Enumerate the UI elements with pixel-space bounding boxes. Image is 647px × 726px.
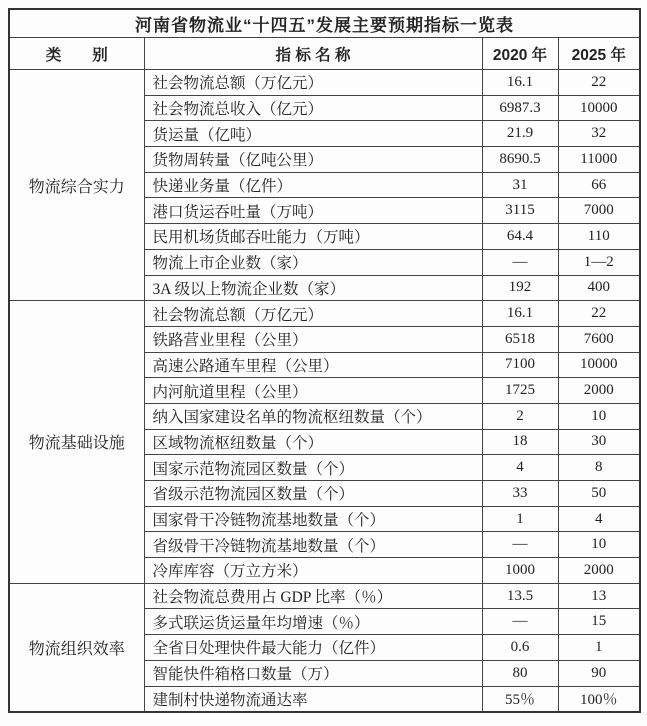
value-2025-cell: 50 [558,481,640,507]
indicator-cell: 省级示范物流园区数量（个） [144,481,482,507]
value-2020-cell: 0.6 [482,635,558,661]
value-2020-cell: — [482,532,558,558]
indicator-cell: 港口货运吞吐量（万吨） [144,198,482,224]
value-2025-cell: 4 [558,506,640,532]
value-2025-cell: 66 [558,172,640,198]
value-2020-cell: 16.1 [482,301,558,327]
value-2025-cell: 100％ [558,686,640,712]
value-2020-cell: 7100 [482,352,558,378]
indicators-table [8,8,641,713]
indicator-cell: 铁路营业里程（公里） [144,326,482,352]
value-2020-cell: 64.4 [482,224,558,250]
value-2025-cell: 110 [558,224,640,250]
value-2020-cell: 1725 [482,378,558,404]
value-2025-cell: 15 [558,609,640,635]
value-2025-cell: 13 [558,583,640,609]
value-2020-cell: 1000 [482,558,558,584]
value-2025-cell: 7000 [558,198,640,224]
value-2025-cell: 22 [558,70,640,96]
value-2020-cell: 80 [482,660,558,686]
category-cell: 物流基础设施 [9,301,144,584]
indicator-cell: 国家示范物流园区数量（个） [144,455,482,481]
value-2020-cell: 6987.3 [482,95,558,121]
value-2020-cell: 3115 [482,198,558,224]
value-2025-cell: 32 [558,121,640,147]
indicator-cell: 社会物流总额（万亿元） [144,70,482,96]
value-2025-cell: 10 [558,403,640,429]
value-2020-cell: 21.9 [482,121,558,147]
value-2025-cell: 10000 [558,352,640,378]
table-title: 河南省物流业“十四五”发展主要预期指标一览表 [9,9,640,38]
value-2025-cell: 90 [558,660,640,686]
indicator-cell: 纳入国家建设名单的物流枢纽数量（个） [144,403,482,429]
indicator-cell: 民用机场货邮吞吐能力（万吨） [144,224,482,250]
indicator-cell: 区域物流枢纽数量（个） [144,429,482,455]
indicator-cell: 物流上市企业数（家） [144,249,482,275]
indicator-cell: 国家骨干冷链物流基地数量（个） [144,506,482,532]
value-2025-cell: 30 [558,429,640,455]
value-2025-cell: 7600 [558,326,640,352]
category-cell: 物流组织效率 [9,583,144,711]
value-2025-cell: 10 [558,532,640,558]
indicator-cell: 货运量（亿吨） [144,121,482,147]
header-row [9,38,640,70]
indicator-cell: 建制村快递物流通达率 [144,686,482,712]
value-2020-cell: 31 [482,172,558,198]
value-2025-cell: 2000 [558,378,640,404]
value-2020-cell: 2 [482,403,558,429]
header-year-2025: 2025 年 [558,38,640,70]
table-row [9,301,640,327]
value-2020-cell: 55％ [482,686,558,712]
indicator-cell: 3A 级以上物流企业数（家） [144,275,482,301]
header-year-2020: 2020 年 [482,38,558,70]
value-2020-cell: — [482,609,558,635]
value-2020-cell: 16.1 [482,70,558,96]
value-2025-cell: 10000 [558,95,640,121]
value-2025-cell: 1—2 [558,249,640,275]
value-2020-cell: 18 [482,429,558,455]
value-2025-cell: 8 [558,455,640,481]
title-row [9,9,640,38]
value-2020-cell: 1 [482,506,558,532]
indicator-cell: 货物周转量（亿吨公里） [144,147,482,173]
header-category: 类 别 [9,38,144,70]
table-body [9,70,640,712]
value-2020-cell: — [482,249,558,275]
value-2025-cell: 1 [558,635,640,661]
indicator-cell: 快递业务量（亿件） [144,172,482,198]
indicator-cell: 社会物流总收入（亿元） [144,95,482,121]
indicator-cell: 冷库库容（万立方米） [144,558,482,584]
header-indicator-name: 指 标 名 称 [144,38,482,70]
value-2020-cell: 33 [482,481,558,507]
value-2025-cell: 11000 [558,147,640,173]
indicator-cell: 内河航道里程（公里） [144,378,482,404]
value-2025-cell: 400 [558,275,640,301]
value-2025-cell: 2000 [558,558,640,584]
value-2025-cell: 22 [558,301,640,327]
indicator-cell: 智能快件箱格口数量（万） [144,660,482,686]
indicator-cell: 社会物流总额（万亿元） [144,301,482,327]
table-head-rows [9,9,640,70]
indicator-cell: 全省日处理快件最大能力（亿件） [144,635,482,661]
value-2020-cell: 192 [482,275,558,301]
table-row [9,583,640,609]
value-2020-cell: 4 [482,455,558,481]
indicator-cell: 省级骨干冷链物流基地数量（个） [144,532,482,558]
indicator-cell: 社会物流总费用占 GDP 比率（％） [144,583,482,609]
indicator-cell: 高速公路通车里程（公里） [144,352,482,378]
value-2020-cell: 13.5 [482,583,558,609]
indicator-cell: 多式联运货运量年均增速（％） [144,609,482,635]
category-cell: 物流综合实力 [9,70,144,301]
table-row [9,70,640,96]
value-2020-cell: 8690.5 [482,147,558,173]
value-2020-cell: 6518 [482,326,558,352]
